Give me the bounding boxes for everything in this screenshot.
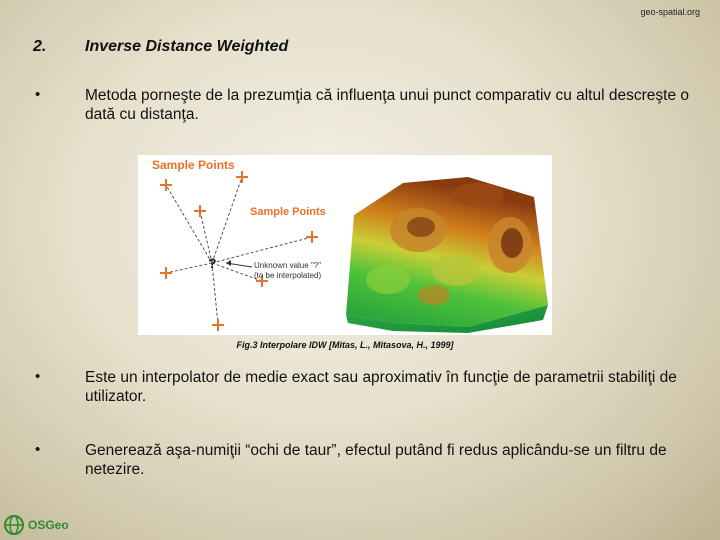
- section-title: Inverse Distance Weighted: [85, 38, 289, 55]
- sample-points-panel: [138, 155, 338, 335]
- bullet-text: Este un interpolator de medie exact sau aproximativ în funcţie de parametrii stabiliţi de utilizator.: [85, 369, 677, 405]
- globe-icon: [3, 514, 25, 536]
- idw-figure: [138, 155, 552, 335]
- osgeo-logo: [3, 512, 93, 538]
- bullet-marker: •: [35, 441, 41, 458]
- bullet-marker: •: [35, 368, 41, 385]
- unknown-label-line2: (to be interpolated): [254, 271, 322, 280]
- idw-diagram: [138, 155, 552, 335]
- sample-points-label: Sample Points: [152, 158, 235, 172]
- bullet-marker: •: [35, 86, 41, 103]
- logo-text: OSGeo: [28, 518, 69, 532]
- unknown-label-line1: Unknown value "?": [254, 261, 322, 270]
- section-number: 2.: [33, 38, 47, 55]
- bullet-text: Metoda porneşte de la prezumţia că influenţa unui punct comparativ cu altul descreşte o dată cu distanţa.: [85, 87, 689, 123]
- bullet-text: Generează aşa-numiţii “ochi de taur”, efectul putând fi redus aplicându-se un filtru de netezire.: [85, 442, 667, 478]
- sample-points-label-2: Sample Points: [250, 206, 326, 218]
- unknown-point-marker: ?: [208, 255, 217, 271]
- figure-caption: Fig.3 Interpolare IDW [Mitas, L., Mitasova, H., 1999]: [236, 340, 454, 350]
- site-name: geo-spatial.org: [640, 7, 700, 17]
